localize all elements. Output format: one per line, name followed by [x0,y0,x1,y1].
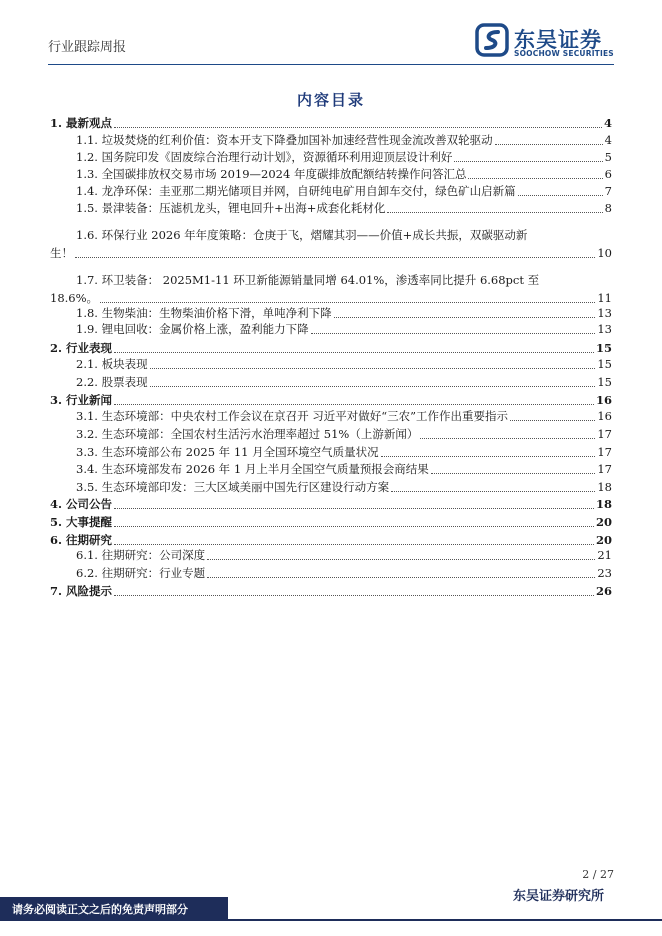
logo-mark-icon [474,22,510,58]
toc-entry-text: 生态环境部印发：三大区域美丽中国先行区建设行动方案 [101,480,390,494]
toc-leader-dots [468,178,602,179]
toc-title: 内容目录 [296,91,365,109]
toc-entry-number: 3. [50,393,63,407]
toc-entry-page: 4 [603,116,612,130]
disclaimer-bar [0,897,228,921]
toc-entry-text: 生态环境部：中央农村工作会议在京召开 习近平对做好“三农”工作作出重要指示 [101,409,509,423]
toc-leader-dots [391,491,595,492]
toc-entry[interactable] [50,271,612,307]
toc-entry-page: 5 [604,150,612,164]
toc-leader-dots [334,317,596,318]
toc-entry[interactable] [50,459,612,477]
toc-entry-number: 6. [50,533,63,547]
toc-entry-number: 5. [50,515,63,529]
toc-leader-dots [431,473,596,474]
toc-entry-number: 1.7. [76,273,98,287]
toc-entry[interactable] [50,424,612,442]
toc-entry-number: 3.2. [76,427,98,441]
toc-leader-dots [311,333,596,334]
toc-entry[interactable] [50,545,612,563]
toc-leader-dots [510,420,595,421]
toc-entry-page: 16 [595,393,612,407]
toc-entry[interactable] [50,442,612,460]
logo-text-en: SOOCHOW SECURITIES [514,49,614,58]
toc-leader-dots [381,456,596,457]
toc-entry-text: 最新观点 [66,116,113,130]
toc-entry-text: 环保行业 2026 年年度策略：仓庚于飞，熠耀其羽——价值+成长共振，双碳驱动新 [101,228,528,242]
toc-leader-dots [420,438,595,439]
toc-entry-page: 13 [597,306,612,320]
toc-entry-page: 4 [604,133,612,147]
toc-entry-text: 国务院印发《固废综合治理行动计划》，资源循环利用迎顶层设计利好 [101,150,453,164]
toc-entry-text: 垃圾焚烧的红利价值：资本开支下降叠加国补加速经营性现金流改善双轮驱动 [101,133,493,147]
toc-entry[interactable] [50,113,612,131]
toc-entry[interactable] [50,181,612,199]
toc-entry-text: 股票表现 [101,375,148,389]
toc-entry-number: 1.9. [76,322,98,336]
toc-entry-number: 3.3. [76,445,98,459]
toc-leader-dots [518,195,603,196]
toc-entry-number: 1.4. [76,184,98,198]
toc-entry-page: 10 [597,246,612,260]
toc-entry-page: 13 [597,322,612,336]
toc-leader-dots [114,404,594,405]
toc-entry-text: 往期研究：公司深度 [101,548,206,562]
toc-entry[interactable] [50,164,612,182]
toc-leader-dots [114,526,594,527]
toc-entry-text: 板块表现 [101,357,148,371]
toc-leader-dots [387,212,602,213]
toc-entry-text: 龙净环保：圭亚那二期光储项目并网，自研纯电矿用自卸车交付，绿色矿山启新篇 [101,184,516,198]
toc-entry-page: 8 [604,201,612,215]
toc-entry[interactable] [50,512,612,530]
toc-entry[interactable] [50,477,612,495]
footer-divider [228,919,662,921]
toc-entry-number: 2.2. [76,375,98,389]
toc-entry-number: 1.6. [76,228,98,242]
toc-entry-number: 2.1. [76,357,98,371]
toc-entry-number: 1.2. [76,150,98,164]
toc-entry-number: 3.4. [76,462,98,476]
toc-entry-page: 23 [597,566,612,580]
report-type-label: 行业跟踪周报 [48,40,127,55]
toc-leader-dots [114,352,594,353]
toc-entry-text-continued: 18.6%。 [50,291,99,305]
toc-entry-page: 7 [604,184,612,198]
toc-entry-page: 11 [597,291,612,305]
toc-entry-page: 15 [595,341,612,355]
toc-entry[interactable] [50,581,612,599]
toc-leader-dots [495,144,603,145]
toc-entry-number: 6.2. [76,566,98,580]
toc-leader-dots [207,577,595,578]
toc-entry-text: 大事提醒 [66,515,113,529]
footer-org-name: 东吴证券研究所 [512,889,604,904]
toc-entry-text: 行业新闻 [66,393,113,407]
toc-entry[interactable] [50,406,612,424]
toc-entry-number: 4. [50,497,63,511]
header-divider [48,64,614,65]
toc-entry-page: 15 [597,375,612,389]
logo-text-cn: 东吴证券 [514,28,602,52]
toc-leader-dots [114,595,594,596]
toc-entry-page: 16 [597,409,612,423]
toc-entry-text: 锂电回收：金属价格上涨，盈利能力下降 [101,322,309,336]
toc-entry[interactable] [50,130,612,148]
toc-entry[interactable] [50,372,612,390]
toc-entry[interactable] [50,354,612,372]
page-indicator: 2 / 27 [582,868,614,881]
toc-leader-dots [114,508,594,509]
toc-entry-text: 生态环境部公布 2025 年 11 月全国环境空气质量状况 [101,445,379,459]
toc-entry-text: 景津装备：压滤机龙头，锂电回升+出海+成套化耗材化 [101,201,386,215]
toc-entry-page: 15 [597,357,612,371]
toc-entry-number: 6.1. [76,548,98,562]
toc-leader-dots [114,127,602,128]
toc-entry[interactable] [50,198,612,216]
toc-entry-page: 21 [597,548,612,562]
toc-entry-number: 1.1. [76,133,98,147]
toc-entry[interactable] [50,226,612,262]
toc-entry-number: 1. [50,116,63,130]
toc-leader-dots [75,257,595,258]
toc-entry-page: 18 [597,480,612,494]
toc-entry-page: 17 [597,462,612,476]
toc-entry-number: 1.8. [76,306,98,320]
toc-entry-page: 18 [595,497,612,511]
toc-entry[interactable] [50,494,612,512]
toc-entry-page: 20 [595,515,612,529]
toc-entry-page: 26 [595,584,612,598]
toc-entry-page: 17 [597,445,612,459]
toc-entry-text: 环卫装备： 2025M1-11 环卫新能源销量同增 64.01%，渗透率同比提升 6.68pct 至 [101,273,540,287]
toc-entry-text: 生物柴油：生物柴油价格下滑，单吨净利下降 [101,306,332,320]
toc-leader-dots [150,368,596,369]
toc-entry-number: 2. [50,341,63,355]
toc-entry-text: 生态环境部发布 2026 年 1 月上半月全国空气质量预报会商结果 [101,462,429,476]
toc-leader-dots [454,161,602,162]
toc-entry-number: 7. [50,584,63,598]
toc-entry-page: 6 [604,167,612,181]
toc-entry-number: 1.5. [76,201,98,215]
toc-leader-dots [207,559,595,560]
brand-logo [474,22,624,62]
toc-entry-text: 生态环境部：全国农村生活污水治理率超过 51%（上游新闻） [101,427,419,441]
toc-entry-number: 3.1. [76,409,98,423]
disclaimer-text: 请务必阅读正文之后的免责声明部分 [12,903,188,916]
toc-entry-text: 风险提示 [66,584,113,598]
toc-entry[interactable] [50,147,612,165]
toc-entry-text: 往期研究 [66,533,113,547]
toc-entry-text: 往期研究：行业专题 [101,566,206,580]
toc-entry-number: 3.5. [76,480,98,494]
toc-leader-dots [150,386,596,387]
toc-entry-number: 1.3. [76,167,98,181]
toc-entry-page: 20 [595,533,612,547]
toc-entry-text: 全国碳排放权交易市场 2019—2024 年度碳排放配额结转操作问答汇总 [101,167,467,181]
toc-entry-text-continued: 生！ [50,246,73,260]
toc-entry-text: 公司公告 [66,497,113,511]
toc-entry-page: 17 [597,427,612,441]
toc-entry-text: 行业表现 [66,341,113,355]
toc-entry[interactable] [50,319,612,337]
toc-entry[interactable] [50,563,612,581]
